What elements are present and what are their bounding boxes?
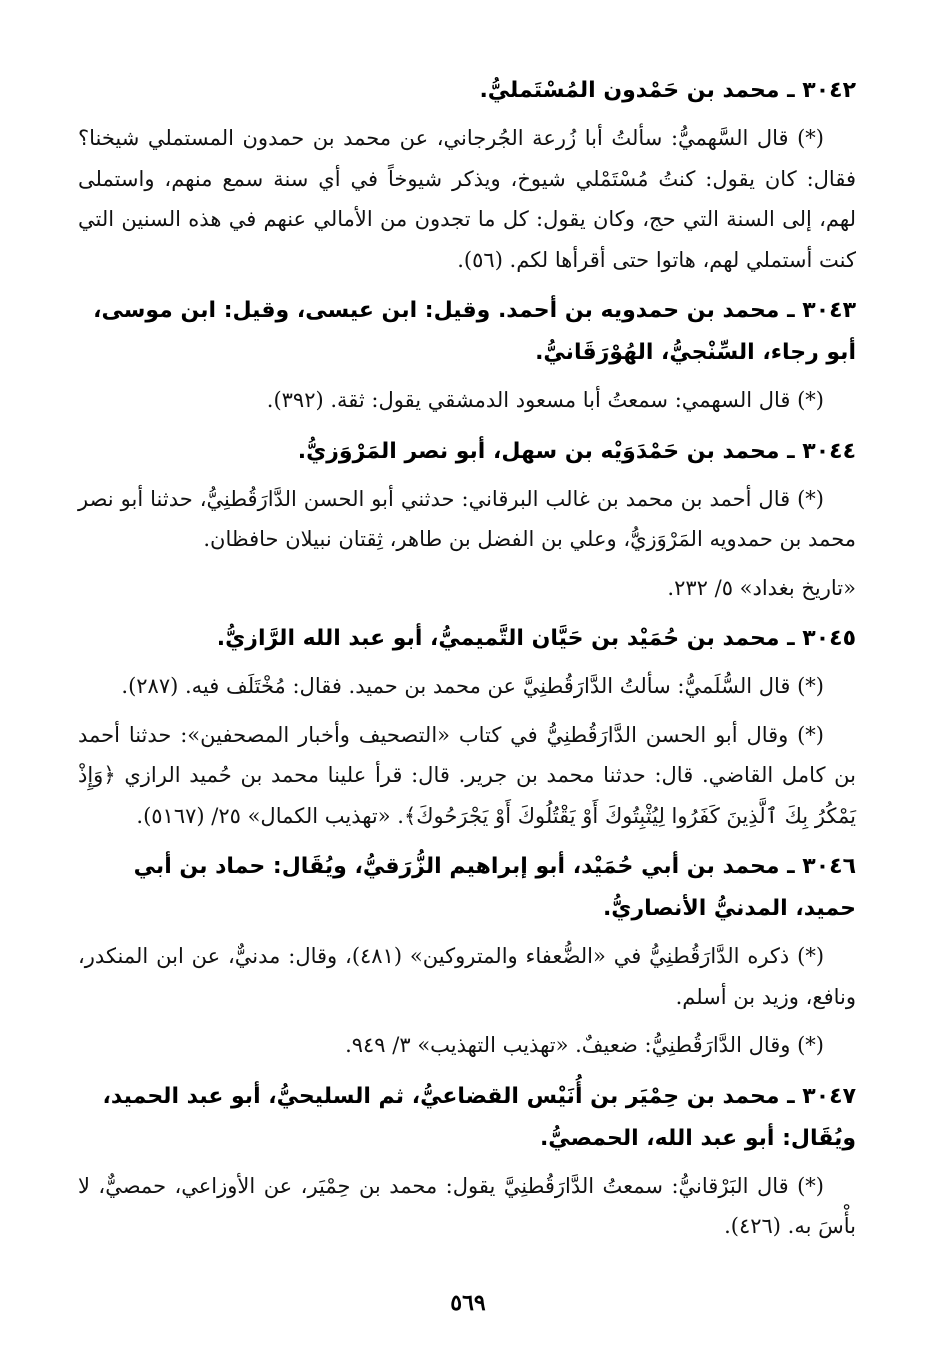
entry-3045 — [78, 618, 856, 836]
entry-heading: ٣٠٤٥ ـ محمد بن حُمَيْد بن حَيَّان التَّميميُّ، أبو عبد الله الرَّازيُّ. — [216, 626, 856, 651]
entry-paragraph: (*) قال السهمي: سمعتُ أبا مسعود الدمشقي يقول: ثقة. (٣٩٢). — [266, 388, 824, 412]
entry-heading: ٣٠٤٧ ـ محمد بن حِمْيَر بن أُنَيْس القضاعيُّ، ثم السليحيُّ، أبو عبد الحميد، ويُقَال: أبو عبد الله، الحمصيُّ. — [102, 1083, 856, 1151]
entry-3042 — [78, 70, 856, 280]
entry-heading: ٣٠٤٢ ـ محمد بن حَمْدون المُسْتَمليُّ. — [479, 78, 856, 103]
entry-paragraph: (*) وقال الدَّارَقُطنِيُّ: ضعيفٌ. «تهذيب التهذيب» ٣/ ٩٤٩. — [345, 1033, 824, 1057]
entry-reference: «تاريخ بغداد» ٥/ ٢٣٢. — [667, 575, 856, 600]
entry-3043 — [78, 290, 856, 421]
entry-paragraph: (*) وقال أبو الحسن الدَّارَقُطنِيُّ في كتاب «التصحيف وأخبار المصحفين»: حدثنا أحمد بن كامل القاضي. قال: حدثنا محمد بن جرير. قال: قرأ علينا محمد بن حُميد الرازي ﴿وَإِذْ يَمْكُرُ بِكَ ٱلَّذِينَ كَفَرُوا لِيُثْبِتُوكَ أَوْ يَقْتُلُوكَ أَوْ يَجْرَحُوكَ﴾. «تهذيب الكمال» ٢٥/ (٥١٦٧). — [78, 722, 856, 828]
entry-heading: ٣٠٤٤ ـ محمد بن حَمْدَوَيْه بن سهل، أبو نصر المَرْوَزيُّ. — [297, 438, 856, 464]
entry-heading: ٣٠٤٣ ـ محمد بن حمدويه بن أحمد. وقيل: ابن عيسى، وقيل: ابن موسى، أبو رجاء، السِّنْجيُّ، الهُوْرَقَانيُّ. — [93, 298, 856, 365]
entry-3046 — [78, 846, 856, 1066]
entry-heading: ٣٠٤٦ ـ محمد بن أبي حُمَيْد، أبو إبراهيم الزُّرَقيُّ، ويُقَال: حماد بن أبي حميد، المدنيُّ الأنصاريُّ. — [133, 854, 856, 921]
page-body — [78, 70, 856, 1257]
entry-3044 — [78, 431, 856, 609]
page-number: ٥٦٩ — [450, 1290, 486, 1316]
entry-paragraph: (*) قال السَّهميُّ: سألتُ أبا زُرعة الجُرجاني، عن محمد بن حمدون المستملي شيخنا؟ فقال: كان يقول: كنتُ مُسْتَمْلي شيوخ، ويذكر شيوخاً في أي سنة سمع منهم، واستملى لهم، إلى السنة التي حج، وكان يقول: كل ما تجدون من الأمالي عنهم في هذه السنين التي كنت أستملي لهم، هاتوا حتى أقرأها لكم. (٥٦). — [78, 126, 856, 272]
entry-paragraph: (*) قال أحمد بن محمد بن غالب البرقاني: حدثني أبو الحسن الدَّارَقُطنِيُّ، حدثنا أبو نصر محمد بن حمدويه المَرْوَزيُّ، وعلي بن الفضل بن طاهر، ثِقتان نبيلان حافظان. — [78, 486, 856, 551]
entry-paragraph: (*) ذكره الدَّارَقُطنِيُّ في «الضُّعفاء والمتروكين» (٤٨١)، وقال: مدنيٌّ، عن ابن المنكدر، ونافع، وزيد بن أسلم. — [78, 944, 856, 1009]
entry-3047 — [78, 1076, 856, 1247]
entry-paragraph: (*) قال السُّلَميُّ: سألتُ الدَّارَقُطنِيَّ عن محمد بن حميد. فقال: مُخْتَلَف فيه. (٢٨٧). — [121, 674, 824, 698]
entry-paragraph: (*) قال البَرْقانيُّ: سمعتُ الدَّارَقُطنِيَّ يقول: محمد بن حِمْيَر، عن الأوزاعي، حمصيٌّ، لا بأْسَ به. (٤٢٦). — [78, 1173, 856, 1238]
